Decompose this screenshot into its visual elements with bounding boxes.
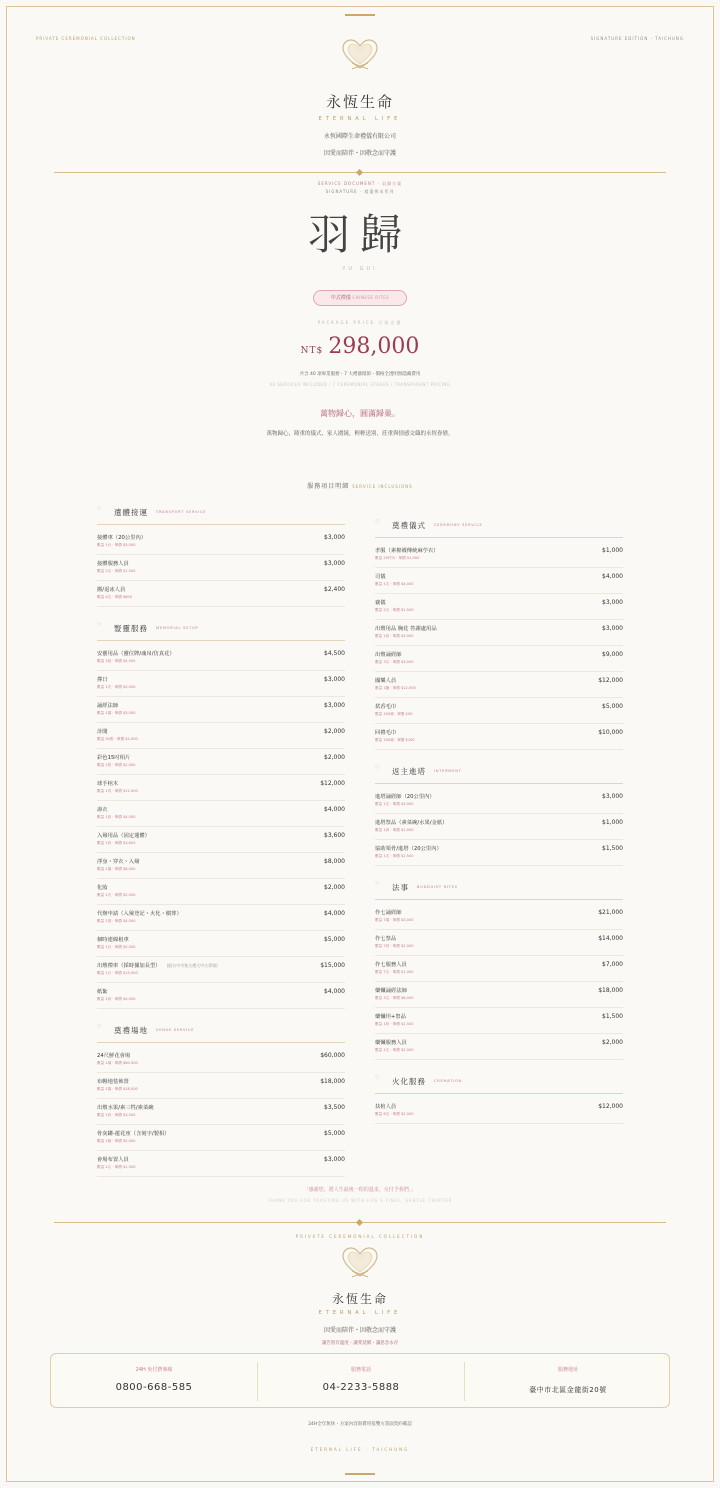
service-item-name bbox=[97, 675, 108, 683]
heart-outline-icon: ♡ bbox=[97, 1024, 102, 1030]
category-header bbox=[97, 1021, 345, 1043]
inclusions-heading bbox=[0, 481, 720, 490]
service-item-meta: 數量 6名 · 單價 $2,000 bbox=[375, 1112, 414, 1116]
service-item-label: 會場布置人員 bbox=[97, 1157, 129, 1163]
service-item-row bbox=[375, 1034, 623, 1060]
footer-collection-label: PRIVATE CEREMONIAL COLLECTION bbox=[295, 1234, 425, 1239]
service-item-label: 襄儀 bbox=[375, 600, 386, 606]
contact-phone-label: 服務電話 bbox=[350, 1367, 371, 1373]
service-item-price: $10,000 bbox=[598, 729, 623, 736]
service-item-name bbox=[375, 934, 396, 942]
contact-box bbox=[50, 1353, 670, 1408]
inclusions-title: 服務項目明細 bbox=[307, 483, 350, 490]
motto: 因愛而陪伴・因敬念而守護 bbox=[323, 150, 396, 157]
service-item-meta: 數量 1套 · 單價 $1,000 bbox=[375, 828, 414, 832]
service-item-meta: 數量 1次 · 單價 $3,000 bbox=[97, 685, 136, 689]
category-header bbox=[375, 878, 623, 900]
category-title: 奠禮儀式 bbox=[392, 521, 426, 530]
service-item-name bbox=[375, 598, 386, 606]
service-item-price: $2,000 bbox=[324, 884, 345, 891]
service-item-price: $5,000 bbox=[324, 936, 345, 943]
service-item-label: 搬/退冰人員 bbox=[97, 587, 126, 593]
service-item-name bbox=[97, 727, 108, 735]
service-item-meta: 數量 1台 · 單價 $3,000 bbox=[97, 543, 136, 547]
category-title-en: CREMATION bbox=[434, 1079, 462, 1083]
service-item-price: $3,000 bbox=[324, 534, 345, 541]
category-title: 法事 bbox=[392, 883, 409, 892]
service-item-label: 布幔地毯佈置 bbox=[97, 1079, 129, 1085]
category-header bbox=[97, 619, 345, 641]
service-item-price: $4,000 bbox=[324, 910, 345, 917]
service-item-price: $60,000 bbox=[320, 1052, 345, 1059]
service-item-row bbox=[97, 879, 345, 905]
contact-hotline-label: 24H 免付費專線 bbox=[135, 1367, 173, 1373]
service-item-row bbox=[375, 1008, 623, 1034]
service-item-row bbox=[97, 1125, 345, 1151]
service-item-price: $1,000 bbox=[602, 819, 623, 826]
service-item-meta: 數量 1名 · 單價 $4,000 bbox=[375, 582, 414, 586]
service-item-name bbox=[375, 960, 407, 968]
rite-badge bbox=[313, 290, 407, 306]
service-item-meta: 數量 2名 · 單價 $1,500 bbox=[375, 608, 414, 612]
service-item-price: $12,000 bbox=[320, 780, 345, 787]
service-item-row bbox=[375, 724, 623, 750]
service-summary-en: 40 SERVICES INCLUDED / 7 CEREMONIAL STAGES / TRANSPARENT PRICING bbox=[269, 382, 451, 387]
service-item-row bbox=[375, 1098, 623, 1124]
service-item-meta: 數量 1名 · 單價 $3,000 bbox=[375, 802, 414, 806]
service-item-label: 紙紮 bbox=[97, 989, 108, 995]
service-item-row bbox=[97, 775, 345, 801]
service-item-row bbox=[97, 853, 345, 879]
service-item-meta: 數量 7名 · 單價 $1,000 bbox=[375, 970, 414, 974]
service-item-meta: 數量 1張 · 單價 $2,000 bbox=[97, 763, 136, 767]
service-item-row bbox=[97, 957, 345, 983]
heart-outline-icon: ♡ bbox=[375, 519, 380, 525]
service-item-price: $3,000 bbox=[602, 599, 623, 606]
service-item-row bbox=[375, 646, 623, 672]
service-item-meta: 數量 100條 · 單價 $100 bbox=[375, 738, 415, 742]
service-item-label: 扶棺人員 bbox=[375, 1104, 397, 1110]
corner-label-left: PRIVATE CEREMONIAL COLLECTION bbox=[36, 36, 136, 41]
service-item-price: $9,000 bbox=[602, 651, 623, 658]
footer-brand-name: 永恆生命 bbox=[331, 1292, 388, 1306]
service-item-price: $12,000 bbox=[598, 677, 623, 684]
category-gap bbox=[97, 607, 345, 619]
service-item-label: 回禮毛巾 bbox=[375, 730, 397, 736]
service-item-row bbox=[375, 568, 623, 594]
service-item-row bbox=[375, 840, 623, 866]
service-item-meta: 數量 1組 · 單價 $4,500 bbox=[97, 659, 136, 663]
service-item-meta: 數量 1名 · 單價 $1,500 bbox=[375, 854, 414, 858]
service-item-name bbox=[97, 753, 130, 761]
service-item-row bbox=[97, 983, 345, 1009]
service-item-meta: 數量 1套 · 單價 $3,500 bbox=[97, 1113, 136, 1117]
service-item-row bbox=[97, 827, 345, 853]
service-item-price: $3,000 bbox=[602, 625, 623, 632]
service-item-name bbox=[97, 1051, 130, 1059]
contact-phone[interactable] bbox=[258, 1354, 464, 1409]
category-title-en: INTERMENT bbox=[434, 769, 462, 773]
category-title-en: CEREMONY SERVICE bbox=[434, 523, 483, 527]
service-item-label: 入殮用品（固定蓮體） bbox=[97, 833, 150, 839]
service-item-label: 進塔祭品（素菜碗/水果/金紙） bbox=[375, 820, 448, 826]
footer-bottom-label: ETERNAL LIFE · TAICHUNG bbox=[310, 1447, 410, 1452]
category-header bbox=[375, 1072, 623, 1094]
service-item-price: $18,000 bbox=[598, 987, 623, 994]
contact-address[interactable] bbox=[465, 1354, 671, 1409]
service-item-meta: 數量 1套 · 單價 $1,500 bbox=[375, 1022, 414, 1026]
service-item-row bbox=[97, 1099, 345, 1125]
service-item-label: 骨灰罐-蓮花座（含刻字/製相） bbox=[97, 1131, 170, 1137]
closing-message-en: THANK YOU FOR TRUSTING US WITH LIFE'S FINAL, GENTLE CHAPTER bbox=[267, 1198, 453, 1203]
service-item-row bbox=[97, 1047, 345, 1073]
service-item-price: $4,000 bbox=[602, 573, 623, 580]
category-title: 奠禮場地 bbox=[114, 1026, 148, 1035]
company-name: 永恆國際生命禮儀有限公司 bbox=[323, 133, 396, 140]
doc-tag-secondary: SIGNATURE · 精選傳承系列 bbox=[325, 189, 395, 194]
service-item-label: 協助領骨/進塔（20公里內） bbox=[375, 846, 442, 852]
service-item-price: $3,600 bbox=[324, 832, 345, 839]
service-item-name bbox=[97, 1077, 129, 1085]
service-item-name bbox=[97, 1103, 154, 1111]
service-item-name bbox=[97, 533, 146, 541]
category-title-en: VENUE SERVICE bbox=[156, 1028, 195, 1032]
service-item-price: $15,000 bbox=[320, 962, 345, 969]
plan-title-en: YU GUI bbox=[342, 266, 378, 272]
service-item-label: 安靈用品（靈位牌/魂帛/仿真花） bbox=[97, 651, 175, 657]
package-price bbox=[0, 334, 720, 359]
service-item-name bbox=[97, 649, 175, 657]
service-item-meta: 數量 3名 · 單價 $3,000 bbox=[375, 660, 414, 664]
service-item-label: 作七誦經師 bbox=[375, 910, 402, 916]
service-item-price: $3,000 bbox=[324, 702, 345, 709]
service-item-name bbox=[375, 572, 386, 580]
doc-tag: SERVICE DOCUMENT · 羽歸方案 bbox=[317, 181, 403, 186]
service-item-name bbox=[97, 1129, 170, 1137]
service-item-label: 藥懺服務人員 bbox=[375, 1040, 407, 1046]
service-item-row bbox=[97, 671, 345, 697]
service-item-name bbox=[97, 909, 182, 917]
service-item-price: $2,000 bbox=[602, 1039, 623, 1046]
heart-outline-icon: ♡ bbox=[97, 622, 102, 628]
price-value: 298,000 bbox=[328, 334, 420, 359]
service-item-name bbox=[375, 546, 439, 554]
service-item-label: 國樂人員 bbox=[375, 678, 397, 684]
service-item-row bbox=[97, 697, 345, 723]
service-item-name bbox=[375, 844, 442, 852]
service-item-row bbox=[375, 620, 623, 646]
plan-description: 萬物歸心，隆重的儀式，家人圍繞，輕輕送別，莊重與情感交織的永恆眷戀。 bbox=[266, 431, 454, 437]
service-item-name bbox=[97, 987, 108, 995]
service-item-label: 球手棺木 bbox=[97, 781, 119, 787]
service-item-meta: 數量 7場 · 單價 $3,000 bbox=[375, 918, 414, 922]
service-item-label: 個時連線租車 bbox=[97, 937, 129, 943]
service-item-name bbox=[375, 624, 437, 632]
corner-label-right: SIGNATURE EDITION · TAICHUNG bbox=[590, 36, 684, 41]
category-title: 豎靈服務 bbox=[114, 624, 148, 633]
category-gap bbox=[375, 750, 623, 762]
service-item-meta: 數量 1項 · 單價 $4,000 bbox=[97, 919, 136, 923]
category-title-en: BUDDHIST RITES bbox=[417, 885, 458, 889]
service-item-label: 司儀 bbox=[375, 574, 386, 580]
service-item-row bbox=[97, 529, 345, 555]
contact-phone-value: 04-2233-5888 bbox=[322, 1382, 400, 1393]
service-item-label: 淨身・穿衣・入殮 bbox=[97, 859, 140, 865]
service-item-label: 出殯禮車（採時據加長型） bbox=[97, 963, 161, 969]
service-item-label: 化妝 bbox=[97, 885, 108, 891]
price-currency: NT$ bbox=[300, 346, 324, 356]
service-item-price: $2,000 bbox=[324, 754, 345, 761]
service-item-label: 出殯誦經師 bbox=[375, 652, 402, 658]
service-item-row bbox=[375, 814, 623, 840]
service-item-meta: 數量 50張 · 單價 $2,000 bbox=[97, 737, 138, 741]
service-item-price: $3,000 bbox=[324, 676, 345, 683]
service-item-price: $1,000 bbox=[602, 547, 623, 554]
service-item-row bbox=[375, 904, 623, 930]
contact-address-value: 臺中市北區金龍街20號 bbox=[529, 1386, 607, 1394]
service-item-label: 24尺鮮花會場 bbox=[97, 1053, 131, 1059]
service-item-name bbox=[375, 676, 396, 684]
service-item-price: $1,500 bbox=[602, 845, 623, 852]
inclusions-left-column bbox=[97, 503, 345, 1177]
service-item-label: 藥懺坦+祭品 bbox=[375, 1014, 406, 1020]
service-item-name bbox=[97, 559, 129, 567]
service-item-row bbox=[375, 698, 623, 724]
rite-badge-label-en: CHINESE RITES bbox=[352, 295, 390, 300]
service-item-label: 孝服（素棉襪傳統麻苧衣） bbox=[375, 548, 439, 554]
service-item-price: $5,000 bbox=[602, 703, 623, 710]
service-item-price: $4,500 bbox=[324, 650, 345, 657]
heart-outline-icon: ♡ bbox=[97, 506, 102, 512]
service-item-meta: 數量 1套 · 單價 $3,600 bbox=[97, 841, 136, 845]
service-item-name bbox=[97, 585, 125, 593]
service-item-meta: 數量 1台 · 單價 $5,000 bbox=[97, 945, 136, 949]
service-item-meta: 數量 1套 · 單價 $4,000 bbox=[97, 997, 136, 1001]
footer-note: 24H全年無休・方案內容與費用依雙方書面契約確認 bbox=[308, 1422, 412, 1427]
service-item-row bbox=[97, 1073, 345, 1099]
service-item-label: 接體車（20公里內） bbox=[97, 535, 147, 541]
service-item-meta: 數量 1個 · 單價 $5,000 bbox=[97, 1139, 136, 1143]
service-item-label: 進塔誦經師（20公里內） bbox=[375, 794, 435, 800]
service-item-name bbox=[375, 728, 396, 736]
service-item-row bbox=[97, 581, 345, 607]
service-item-price: $14,000 bbox=[598, 935, 623, 942]
service-item-price: $7,000 bbox=[602, 961, 623, 968]
brand-name: 永恆生命 bbox=[325, 93, 394, 111]
service-item-meta: 數量 1場 · 單價 $18,000 bbox=[97, 1087, 138, 1091]
service-item-name bbox=[375, 1102, 396, 1110]
category-title: 火化服務 bbox=[392, 1077, 426, 1086]
service-item-name bbox=[97, 701, 118, 709]
plan-title: 羽歸 bbox=[307, 210, 412, 259]
service-item-meta: 數量 1台 · 單價 $15,000 bbox=[97, 971, 138, 975]
service-item-price: $3,500 bbox=[324, 1104, 345, 1111]
service-item-row bbox=[97, 905, 345, 931]
service-item-label: 拭香毛巾 bbox=[375, 704, 397, 710]
service-item-name bbox=[97, 857, 139, 865]
contact-hotline-value: 0800-668-585 bbox=[115, 1382, 193, 1393]
category-gap bbox=[375, 1060, 623, 1072]
service-item-meta: 數量 2名 · 單價 $1,500 bbox=[97, 569, 136, 573]
service-item-meta: 數量 20件內 · 單價 $1,000 bbox=[375, 556, 420, 560]
service-item-row bbox=[97, 555, 345, 581]
category-title: 返主進塔 bbox=[392, 767, 426, 776]
service-item-label: 接體服務人員 bbox=[97, 561, 129, 567]
category-title: 遺體接運 bbox=[114, 508, 148, 517]
service-item-name bbox=[375, 986, 407, 994]
service-item-row bbox=[97, 749, 345, 775]
service-item-row bbox=[375, 956, 623, 982]
service-item-name bbox=[97, 779, 118, 787]
service-item-meta: 數量 1具 · 單價 $12,000 bbox=[97, 789, 138, 793]
service-item-row bbox=[97, 801, 345, 827]
heart-outline-icon: ♡ bbox=[375, 765, 380, 771]
service-item-name bbox=[97, 831, 150, 839]
contact-hotline[interactable] bbox=[51, 1354, 257, 1409]
service-item-name bbox=[375, 1012, 406, 1020]
contact-address-label: 服務地址 bbox=[557, 1367, 578, 1373]
service-item-label: 代辦申請（入殮登記・火化・樹葬） bbox=[97, 911, 182, 917]
service-item-meta: 數量 1次 · 單價 $2,000 bbox=[97, 893, 136, 897]
service-item-price: $21,000 bbox=[598, 909, 623, 916]
service-summary: 共含 40 項專業服務・7 大禮儀環節・價格全透明無隱藏費用 bbox=[299, 372, 421, 377]
category-header bbox=[97, 503, 345, 525]
heart-logo-icon bbox=[340, 38, 380, 72]
service-item-meta: 數量 3名 · 單價 $6,000 bbox=[375, 996, 414, 1000]
service-item-meta: 數量 1名 · 單價 $2,000 bbox=[375, 1048, 414, 1052]
service-item-row bbox=[375, 672, 623, 698]
service-item-row bbox=[97, 1151, 345, 1177]
service-item-name bbox=[375, 1038, 407, 1046]
service-item-row bbox=[375, 982, 623, 1008]
service-item-meta: 數量 1場 · 單價 $3,000 bbox=[97, 711, 136, 715]
tagline: 萬物歸心，圓滿歸巢。 bbox=[320, 409, 400, 418]
service-item-price: $3,000 bbox=[324, 1156, 345, 1163]
heart-outline-icon: ♡ bbox=[375, 881, 380, 887]
service-item-label: 出殯用品 胸花 答謝處用品 bbox=[375, 626, 437, 632]
service-item-name bbox=[97, 961, 218, 969]
service-item-label: 作七祭品 bbox=[375, 936, 397, 942]
service-item-label: 擇日 bbox=[97, 677, 108, 683]
service-item-price: $2,400 bbox=[324, 586, 345, 593]
service-item-label: 出殯水果/素三牲/素菜碗 bbox=[97, 1105, 154, 1111]
footer-brand-name-en: ETERNAL LIFE bbox=[318, 1310, 402, 1316]
rite-badge-label: 中式禮儀 bbox=[330, 295, 351, 301]
service-item-row bbox=[97, 931, 345, 957]
service-item-meta: 數量 1套 · 單價 $3,000 bbox=[375, 634, 414, 638]
top-accent bbox=[345, 14, 375, 16]
service-item-name bbox=[97, 805, 108, 813]
service-item-row bbox=[97, 723, 345, 749]
service-item-meta: 數量 2名 · 單價 $1,500 bbox=[97, 1165, 136, 1169]
closing-message: 「感謝您，將人生最後一程的溫柔，交付予我們。」 bbox=[303, 1187, 417, 1193]
service-item-name bbox=[375, 702, 396, 710]
footer-heart-logo-icon bbox=[340, 1246, 380, 1280]
service-item-name bbox=[97, 1155, 129, 1163]
service-item-row bbox=[375, 594, 623, 620]
service-item-name bbox=[375, 792, 435, 800]
footer-motto: 因愛而陪伴・因敬念而守護 bbox=[323, 1327, 396, 1334]
service-item-label: 藥懺誦經法師 bbox=[375, 988, 407, 994]
category-title-en: MEMORIAL SETUP bbox=[156, 626, 199, 630]
brand-name-en: ETERNAL LIFE bbox=[318, 116, 402, 122]
service-item-label: 壽衣 bbox=[97, 807, 108, 813]
service-item-row bbox=[97, 645, 345, 671]
service-item-name bbox=[375, 818, 447, 826]
service-item-row bbox=[375, 930, 623, 956]
service-item-price: $3,000 bbox=[324, 560, 345, 567]
service-item-meta: 數量 1場 · 單價 $8,000 bbox=[97, 867, 136, 871]
service-item-price: $4,000 bbox=[324, 988, 345, 995]
service-item-note: (限台中市集合禮大甲火葬場) bbox=[166, 963, 218, 968]
service-item-price: $1,500 bbox=[602, 1013, 623, 1020]
service-item-name bbox=[375, 650, 402, 658]
category-header bbox=[375, 762, 623, 784]
service-item-meta: 數量 7套 · 單價 $2,000 bbox=[375, 944, 414, 948]
category-gap bbox=[97, 1009, 345, 1021]
package-price-label: PACKAGE PRICE 方案定價 bbox=[317, 320, 403, 325]
service-item-meta: 數量 1套 · 單價 $4,000 bbox=[97, 815, 136, 819]
service-item-label: 誦經法師 bbox=[97, 703, 119, 709]
service-item-meta: 數量 1團 · 單價 $12,000 bbox=[375, 686, 416, 690]
category-title-en: TRANSPORT SERVICE bbox=[156, 510, 207, 514]
inclusions-title-en: SERVICE INCLUSIONS bbox=[352, 484, 413, 489]
service-item-price: $18,000 bbox=[320, 1078, 345, 1085]
service-item-price: $5,000 bbox=[324, 1130, 345, 1137]
heart-outline-icon: ♡ bbox=[375, 1075, 380, 1081]
service-item-row bbox=[375, 788, 623, 814]
service-item-meta: 數量 1場 · 單價 $60,000 bbox=[97, 1061, 138, 1065]
service-item-price: $3,000 bbox=[602, 793, 623, 800]
service-item-price: $8,000 bbox=[324, 858, 345, 865]
service-item-price: $4,000 bbox=[324, 806, 345, 813]
category-header bbox=[375, 516, 623, 538]
category-gap bbox=[375, 866, 623, 878]
inclusions-right-column bbox=[375, 516, 623, 1124]
service-item-meta: 數量 4名 · 單價 $600 bbox=[97, 595, 133, 599]
service-item-price: $12,000 bbox=[598, 1103, 623, 1110]
service-item-price: $2,000 bbox=[324, 728, 345, 735]
service-item-row bbox=[375, 542, 623, 568]
footer-motto-small: 讓告別有溫度・讓愛延續・讓思念永存 bbox=[321, 1341, 399, 1346]
bottom-accent bbox=[345, 1473, 375, 1475]
service-item-meta: 數量 100條 · 單價 $50 bbox=[375, 712, 413, 716]
service-item-label: 彩色15吋相片 bbox=[97, 755, 131, 761]
service-item-label: 訃聞 bbox=[97, 729, 108, 735]
service-item-name bbox=[375, 908, 402, 916]
service-item-label: 作七服務人員 bbox=[375, 962, 407, 968]
service-item-name bbox=[97, 935, 129, 943]
service-item-name bbox=[97, 883, 108, 891]
